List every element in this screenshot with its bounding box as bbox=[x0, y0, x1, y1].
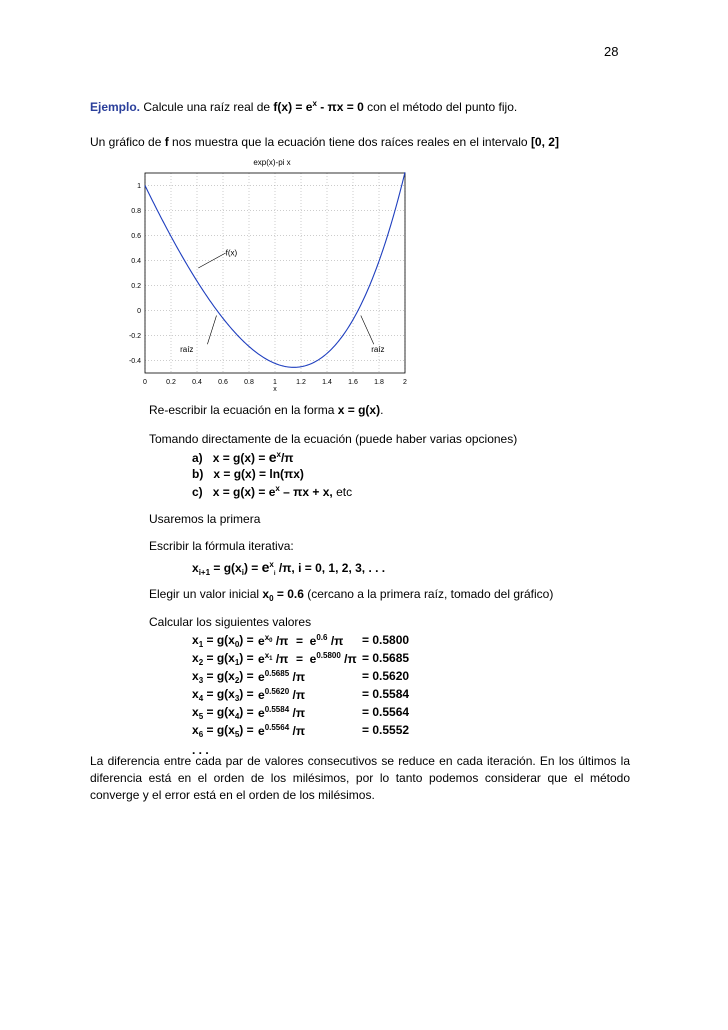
y-tick-label: 0.2 bbox=[131, 283, 141, 290]
option-b: b) x = g(x) = ln(πx) bbox=[192, 467, 304, 481]
iteration-result: = 0.5685 bbox=[362, 651, 410, 665]
example-label: Ejemplo. bbox=[90, 100, 141, 114]
x-tick-label: 1.4 bbox=[322, 379, 332, 386]
y-tick-label: 0.4 bbox=[131, 258, 141, 265]
example-function: $f(x) = e^x - \pi x = 0$ bbox=[273, 99, 364, 114]
x-tick-label: 1 bbox=[273, 379, 277, 386]
root-right-annotation: raíz bbox=[371, 344, 385, 354]
use-first-note: Usaremos la primera bbox=[149, 512, 261, 526]
option-c: c) $x = g(x) = e^x - \pi x + x$, etc bbox=[192, 484, 353, 499]
iteration-row: $x_5 = g(x_4)$ = $e^{0.5584}$ /π = 0.5564 bbox=[192, 705, 410, 721]
x-tick-label: 1.8 bbox=[374, 379, 384, 386]
calc-intro: Calcular los siguientes valores bbox=[149, 615, 312, 629]
root-left-annotation: raíz bbox=[180, 344, 194, 354]
x-tick-label: 1.6 bbox=[348, 379, 358, 386]
y-tick-label: 0.8 bbox=[131, 208, 141, 215]
conclusion-paragraph: La diferencia entre cada par de valores consecutivos se reduce en cada iteración. En los últimos la diferencia está en el orden de los milésimos, por lo tanto podemos considerar que el método converge y el error está en el orden de los milésimos. bbox=[90, 754, 630, 802]
x-tick-label: 0 bbox=[143, 379, 147, 386]
x-tick-label: 0.4 bbox=[192, 379, 202, 386]
function-plot bbox=[100, 155, 420, 395]
step-rewrite: Re-escribir la ecuación en la forma x = g(x). bbox=[149, 403, 384, 417]
example-tail: con el método del punto fijo. bbox=[363, 100, 518, 114]
x-axis-label: x bbox=[273, 386, 277, 393]
iteration-row: $x_6 = g(x_5)$ = $e^{0.5564}$ /π = 0.5552 bbox=[192, 723, 410, 739]
y-tick-label: 0.6 bbox=[131, 233, 141, 240]
iteration-row: $x_1 = g(x_0)$ = $e^{x0}$ /π = $e^{0.6}$ /π = 0.5800 bbox=[192, 633, 410, 649]
iteration-row: $x_2 = g(x_1)$ = $e^{x1}$ /π = $e^{0.5800}$ /π = 0.5685 bbox=[192, 651, 410, 667]
x-tick-label: 1.2 bbox=[296, 379, 306, 386]
x-tick-label: 0.2 bbox=[166, 379, 176, 386]
iteration-result: = 0.5584 bbox=[362, 687, 410, 701]
iterative-formula: $x_{i+1} = g(x_i) = e^x_i$ /π, i = 0, 1, 2, 3, . . . bbox=[192, 559, 386, 577]
x-tick-label: 0.6 bbox=[218, 379, 228, 386]
iteration-row: $x_4 = g(x_3)$ = $e^{0.5620}$ /π = 0.5584 bbox=[192, 687, 410, 703]
x-tick-label: 0.8 bbox=[244, 379, 254, 386]
iteration-result: = 0.5552 bbox=[362, 723, 410, 737]
iteration-result: = 0.5620 bbox=[362, 669, 410, 683]
chart-title: exp(x)-pi x bbox=[253, 158, 291, 167]
y-tick-label: 0 bbox=[137, 308, 141, 315]
root-left-arrow bbox=[207, 316, 216, 345]
page-number: 28 bbox=[604, 44, 619, 59]
intro-text: Un gráfico de f nos muestra que la ecuación tiene dos raíces reales en el intervalo [0, 2] bbox=[90, 135, 559, 149]
option-a: a) $x = g(x) = e^x/\pi$ bbox=[192, 449, 294, 465]
step-options-intro: Tomando directamente de la ecuación (puede haber varias opciones) bbox=[149, 432, 518, 446]
x-tick-label: 2 bbox=[403, 379, 407, 386]
formula-intro: Escribir la fórmula iterativa: bbox=[149, 539, 294, 553]
y-tick-label: -0.4 bbox=[128, 358, 141, 365]
fx-annotation: f(x) bbox=[225, 248, 238, 258]
y-tick-label: 1 bbox=[137, 183, 141, 190]
example-statement bbox=[90, 99, 517, 114]
iteration-result: = 0.5800 bbox=[362, 633, 410, 647]
iteration-row: $x_3 = g(x_2)$ = $e^{0.5685}$ /π = 0.5620 bbox=[192, 669, 410, 685]
example-text: Calcule una raíz real de bbox=[140, 100, 274, 114]
y-tick-label: -0.2 bbox=[128, 333, 141, 340]
root-right-arrow bbox=[361, 316, 374, 345]
initial-value: Elegir un valor inicial $x_0 = 0.6$ (cercano a la primera raíz, tomado del gráfico) bbox=[149, 587, 554, 603]
ellipsis: . . . bbox=[192, 743, 209, 757]
iteration-result: = 0.5564 bbox=[362, 705, 410, 719]
